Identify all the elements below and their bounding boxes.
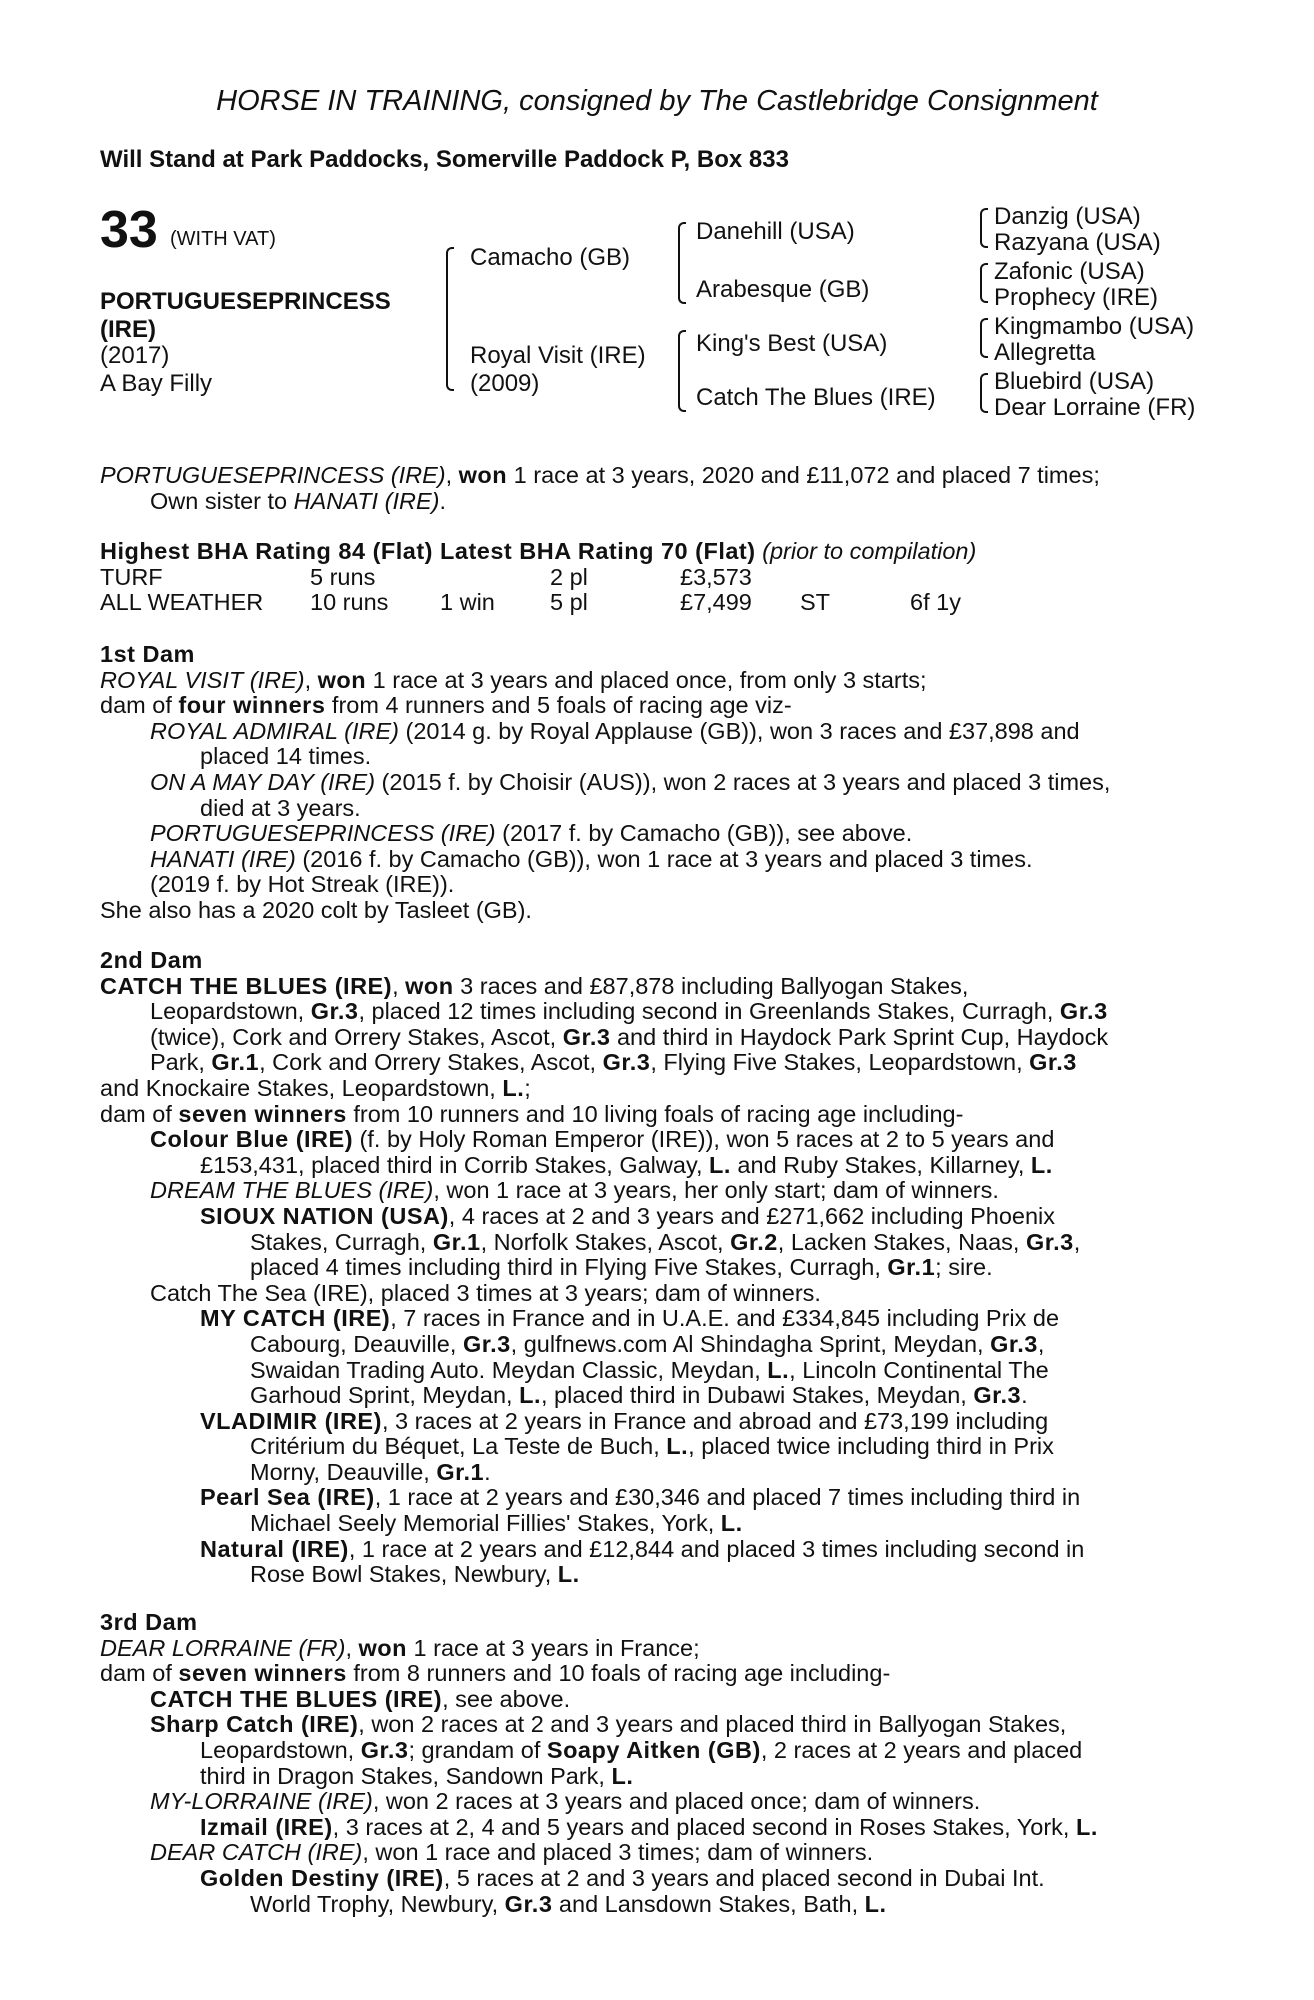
granddam-4: Dear Lorraine (FR) <box>994 394 1196 421</box>
pedigree-brace-main <box>446 247 454 391</box>
pedigree-brace-g4 <box>980 373 988 413</box>
vat-status: (WITH VAT) <box>170 228 276 250</box>
lot-number: 33 <box>100 201 158 259</box>
granddam-1: Razyana (USA) <box>994 229 1161 256</box>
pedigree-brace-g2 <box>980 263 988 303</box>
won-label: won <box>458 462 508 488</box>
dam-sire: King's Best (USA) <box>696 330 888 357</box>
third-dam-heading: 3rd Dam <box>100 1609 198 1635</box>
pedigree-brace-dam <box>678 330 686 412</box>
performance-summary: PORTUGUESEPRINCESS (IRE), won 1 race at 3 years, 2020 and £11,072 and placed 7 times; Own sister to HANATI (IRE). <box>100 462 1100 514</box>
sister-name: HANATI (IRE) <box>293 487 440 514</box>
sire-sire: Danehill (USA) <box>696 218 855 245</box>
race-record-surface: ALL WEATHER <box>100 589 264 616</box>
grandsire-4: Bluebird (USA) <box>994 368 1155 395</box>
race-record-runs: 10 runs <box>310 589 389 616</box>
horse-description: A Bay Filly <box>100 370 213 397</box>
summary-horse-name: PORTUGUESEPRINCESS (IRE) <box>100 462 446 488</box>
foaling-year: (2017) <box>100 342 170 369</box>
race-record-dist: 6f 1y <box>910 589 961 616</box>
rating-note: (prior to compilation) <box>762 538 977 564</box>
race-record-row <box>100 590 1010 616</box>
horse-name-line1: PORTUGUESEPRINCESS <box>100 288 391 315</box>
pedigree-brace-g1 <box>980 208 988 248</box>
race-record-runs: 5 runs <box>310 563 376 590</box>
grandsire-1: Danzig (USA) <box>994 203 1141 230</box>
sire-dam: Arabesque (GB) <box>696 276 870 303</box>
grandsire-3: Kingmambo (USA) <box>994 313 1195 340</box>
pedigree-brace-sire <box>678 222 686 304</box>
pedigree-brace-g3 <box>980 318 988 358</box>
race-record-surface: TURF <box>100 563 163 590</box>
race-record-dist <box>910 565 1010 591</box>
catalogue-header: HORSE IN TRAINING, consigned by The Castlebridge Consignment <box>216 85 1098 117</box>
race-record-prize: £7,499 <box>680 589 752 616</box>
race-record-going <box>800 565 910 591</box>
stand-location: Will Stand at Park Paddocks, Somerville Paddock P, Box 833 <box>100 146 789 173</box>
horse-name <box>100 288 391 344</box>
third-dam-section: 3rd Dam DEAR LORRAINE (FR), won 1 race at 3 years in France; dam of seven winners from 8 runners and 10 foals of racing age including- CATCH THE BLUES (IRE), see above. Sharp Catch (IRE), won 2 races at 2 and 3 years and placed third in Ballyogan Stakes, Leopardstown, Gr.3; grandam of Soapy Aitken (GB), 2 races at 2 years and placed third in Dragon Stakes, Sandown Park, L. MY-LORRAINE (IRE), won 2 races at 3 years and placed once; dam of winners. Izmail (IRE), 3 races at 2, 4 and 5 years and placed second in Roses Stakes, York, L. DEAR CATCH (IRE), won 1 race and placed 3 times; dam of winners. Golden Destiny (IRE), 5 races at 2 and 3 years and placed second in Dubai Int. World Trophy, Newbury, Gr.3 and Lansdown Stakes, Bath, L. <box>100 1610 1210 1917</box>
dam: Royal Visit (IRE) <box>470 342 646 369</box>
race-record-prize: £3,573 <box>680 563 752 590</box>
bha-rating-heading: Highest BHA Rating 84 (Flat) Latest BHA Rating 70 (Flat) <box>100 538 756 564</box>
dam-year: (2009) <box>470 370 540 397</box>
race-record-table <box>100 565 1010 616</box>
grandsire-2: Zafonic (USA) <box>994 258 1145 285</box>
race-record-row <box>100 565 1010 591</box>
horse-name-line2: (IRE) <box>100 316 156 343</box>
dam-dam: Catch The Blues (IRE) <box>696 384 936 411</box>
sire: Camacho (GB) <box>470 244 631 271</box>
race-record-wins: 1 win <box>440 589 495 616</box>
granddam-3: Allegretta <box>994 339 1096 366</box>
race-record-wins <box>440 565 550 591</box>
race-record-placed: 5 pl <box>550 589 588 616</box>
first-dam-section: 1st Dam ROYAL VISIT (IRE), won 1 race at 3 years and placed once, from only 3 starts; dam of four winners from 4 runners and 5 foals of racing age viz- ROYAL ADMIRAL (IRE) (2014 g. by Royal Applause (GB)), won 3 races and £37,898 and placed 14 times. ON A MAY DAY (IRE) (2015 f. by Choisir (AUS)), won 2 races at 3 years and placed 3 times, died at 3 years. PORTUGUESEPRINCESS (IRE) (2017 f. by Camacho (GB)), see above. HANATI (IRE) (2016 f. by Camacho (GB)), won 1 race at 3 years and placed 3 times. (2019 f. by Hot Streak (IRE)). She also has a 2020 colt by Tasleet (GB). <box>100 642 1210 924</box>
ratings-block <box>100 539 1210 616</box>
race-record-placed: 2 pl <box>550 563 588 590</box>
granddam-2: Prophecy (IRE) <box>994 284 1159 311</box>
race-record-going: ST <box>800 589 831 616</box>
second-dam-section: 2nd Dam CATCH THE BLUES (IRE), won 3 races and £87,878 including Ballyogan Stakes, Leopardstown, Gr.3, placed 12 times including second in Greenlands Stakes, Curragh, Gr.3 (twice), Cork and Orrery Stakes, Ascot, Gr.3 and third in Haydock Park Sprint Cup, Haydock Park, Gr.1, Cork and Orrery Stakes, Ascot, Gr.3, Flying Five Stakes, Leopardstown, Gr.3 and Knockaire Stakes, Leopardstown, L.; dam of seven winners from 10 runners and 10 living foals of racing age including- Colour Blue (IRE) (f. by Holy Roman Emperor (IRE)), won 5 races at 2 to 5 years and £153,431, placed third in Corrib Stakes, Galway, L. and Ruby Stakes, Killarney, L. DREAM THE BLUES (IRE), won 1 race at 3 years, her only start; dam of winners. SIOUX NATION (USA), 4 races at 2 and 3 years and £271,662 including Phoenix Stakes, Curragh, Gr.1, Norfolk Stakes, Ascot, Gr.2, Lacken Stakes, Naas, Gr.3, placed 4 times including third in Flying Five Stakes, Curragh, Gr.1; sire. Catch The Sea (IRE), placed 3 times at 3 years; dam of winners. MY CATCH (IRE), 7 races in France and in U.A.E. and £334,845 including Prix de Cabourg, Deauville, Gr.3, gulfnews.com Al Shindagha Sprint, Meydan, Gr.3, Swaidan Trading Auto. Meydan Classic, Meydan, L., Lincoln Continental The Garhoud Sprint, Meydan, L., placed third in Dubawi Stakes, Meydan, Gr.3. VLADIMIR (IRE), 3 races at 2 years in France and abroad and £73,199 including Critérium du Béquet, La Teste de Buch, L., placed twice including third in Prix Morny, Deauville, Gr.1. Pearl Sea (IRE), 1 race at 2 years and £30,346 and placed 7 times including third in Michael Seely Memorial Fillies' Stakes, York, L. Natural (IRE), 1 race at 2 years and £12,844 and placed 3 times including second in Rose Bowl Stakes, Newbury, L. <box>100 948 1210 1588</box>
first-dam-heading: 1st Dam <box>100 641 195 667</box>
second-dam-heading: 2nd Dam <box>100 947 203 973</box>
